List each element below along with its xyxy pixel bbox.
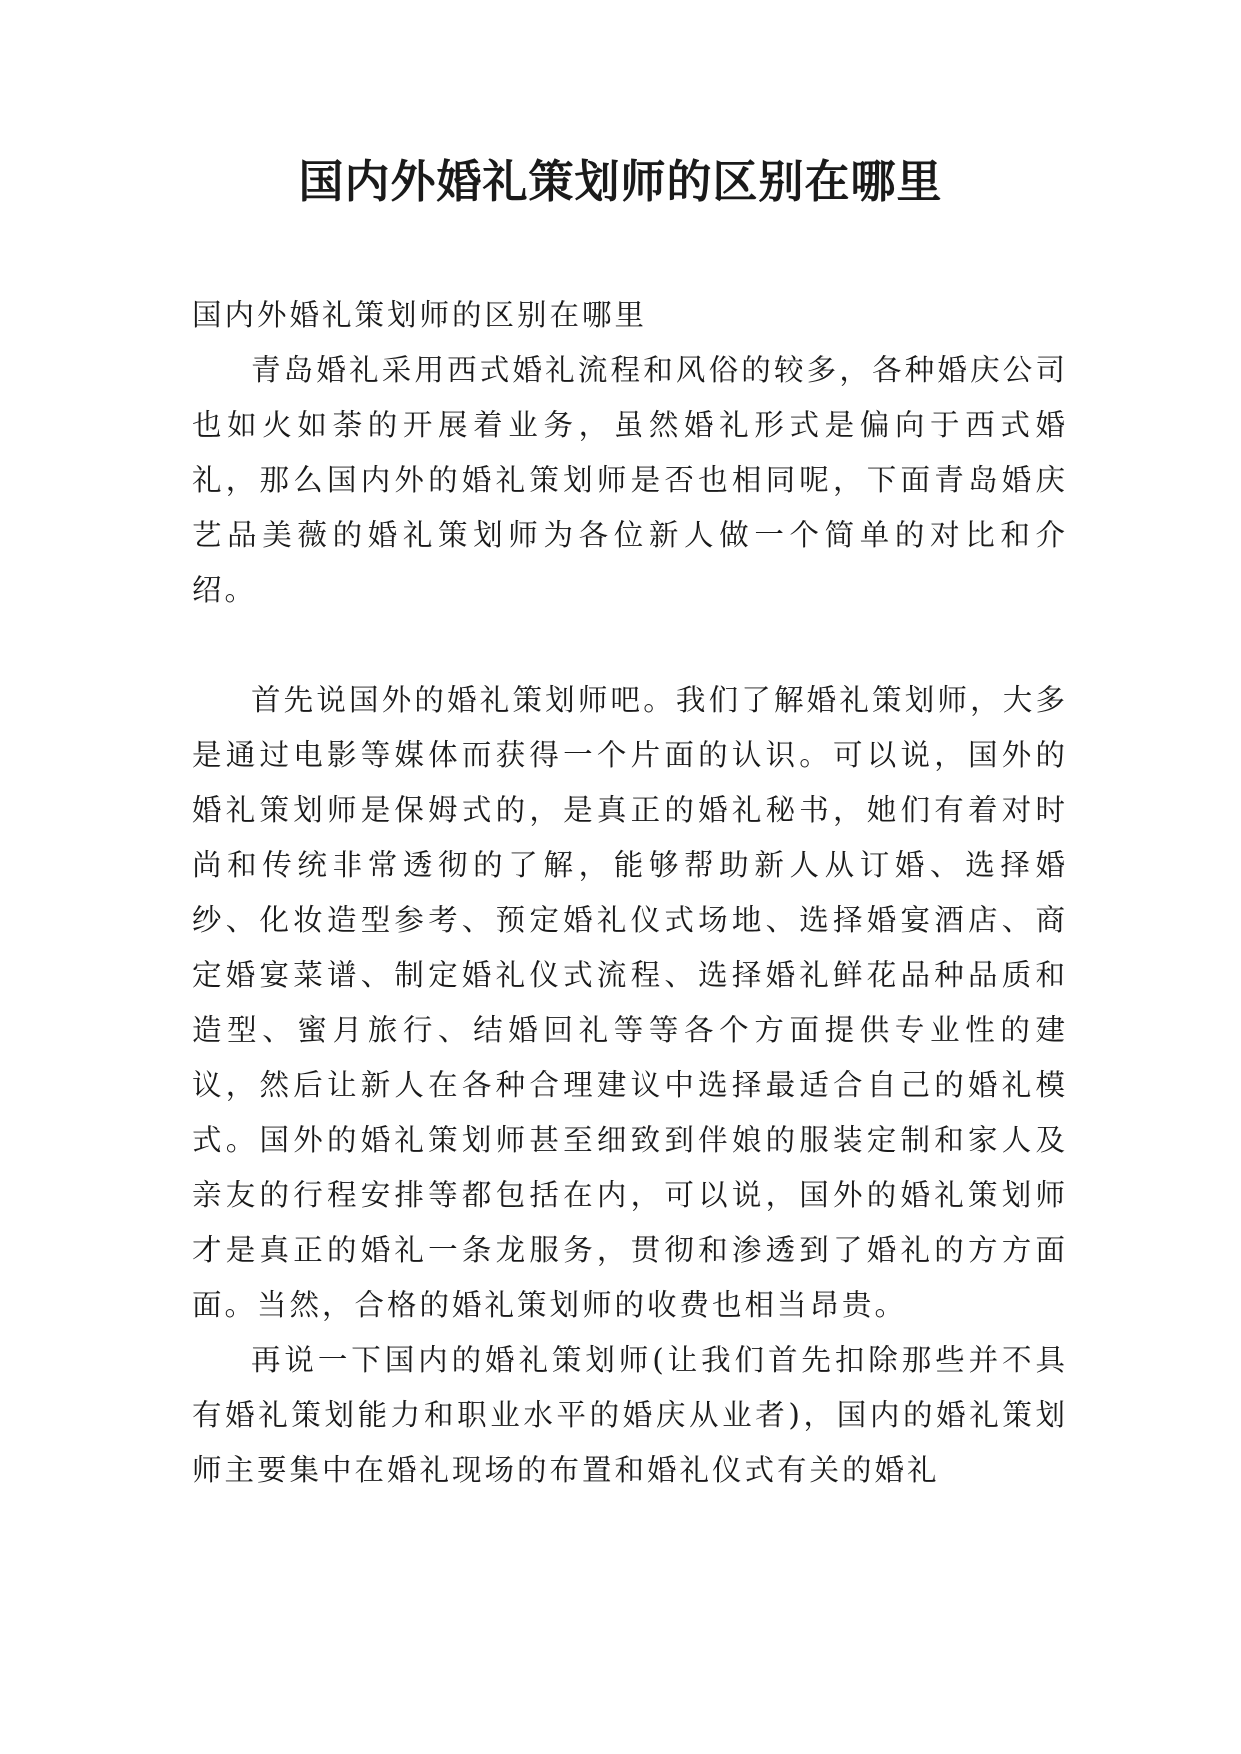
- document-subtitle: 国内外婚礼策划师的区别在哪里: [192, 298, 648, 332]
- paragraph-spacer: [192, 618, 1068, 673]
- paragraph-domestic-planners: 再说一下国内的婚礼策划师(让我们首先扣除那些并不具有婚礼策划能力和职业水平的婚庆从业者)，国内的婚礼策划师主要集中在婚礼现场的布置和婚礼仪式有关的婚礼: [192, 1343, 1068, 1487]
- document-body: [192, 288, 1068, 1498]
- paragraph-intro: 青岛婚礼采用西式婚礼流程和风俗的较多，各种婚庆公司也如火如荼的开展着业务，虽然婚礼形式是偏向于西式婚礼，那么国内外的婚礼策划师是否也相同呢，下面青岛婚庆艺品美薇的婚礼策划师为各位新人做一个简单的对比和介绍。: [192, 353, 1068, 607]
- document-title: 国内外婚礼策划师的区别在哪里: [298, 155, 943, 208]
- paragraph-foreign-planners: 首先说国外的婚礼策划师吧。我们了解婚礼策划师，大多是通过电影等媒体而获得一个片面的认识。可以说，国外的婚礼策划师是保姆式的，是真正的婚礼秘书，她们有着对时尚和传统非常透彻的了解，能够帮助新人从订婚、选择婚纱、化妆造型参考、预定婚礼仪式场地、选择婚宴酒店、商定婚宴菜谱、制定婚礼仪式流程、选择婚礼鲜花品种品质和造型、蜜月旅行、结婚回礼等等各个方面提供专业性的建议，然后让新人在各种合理建议中选择最适合自己的婚礼模式。国外的婚礼策划师甚至细致到伴娘的服装定制和家人及亲友的行程安排等都包括在内，可以说，国外的婚礼策划师才是真正的婚礼一条龙服务，贯彻和渗透到了婚礼的方方面面。当然，合格的婚礼策划师的收费也相当昂贵。: [192, 683, 1068, 1322]
